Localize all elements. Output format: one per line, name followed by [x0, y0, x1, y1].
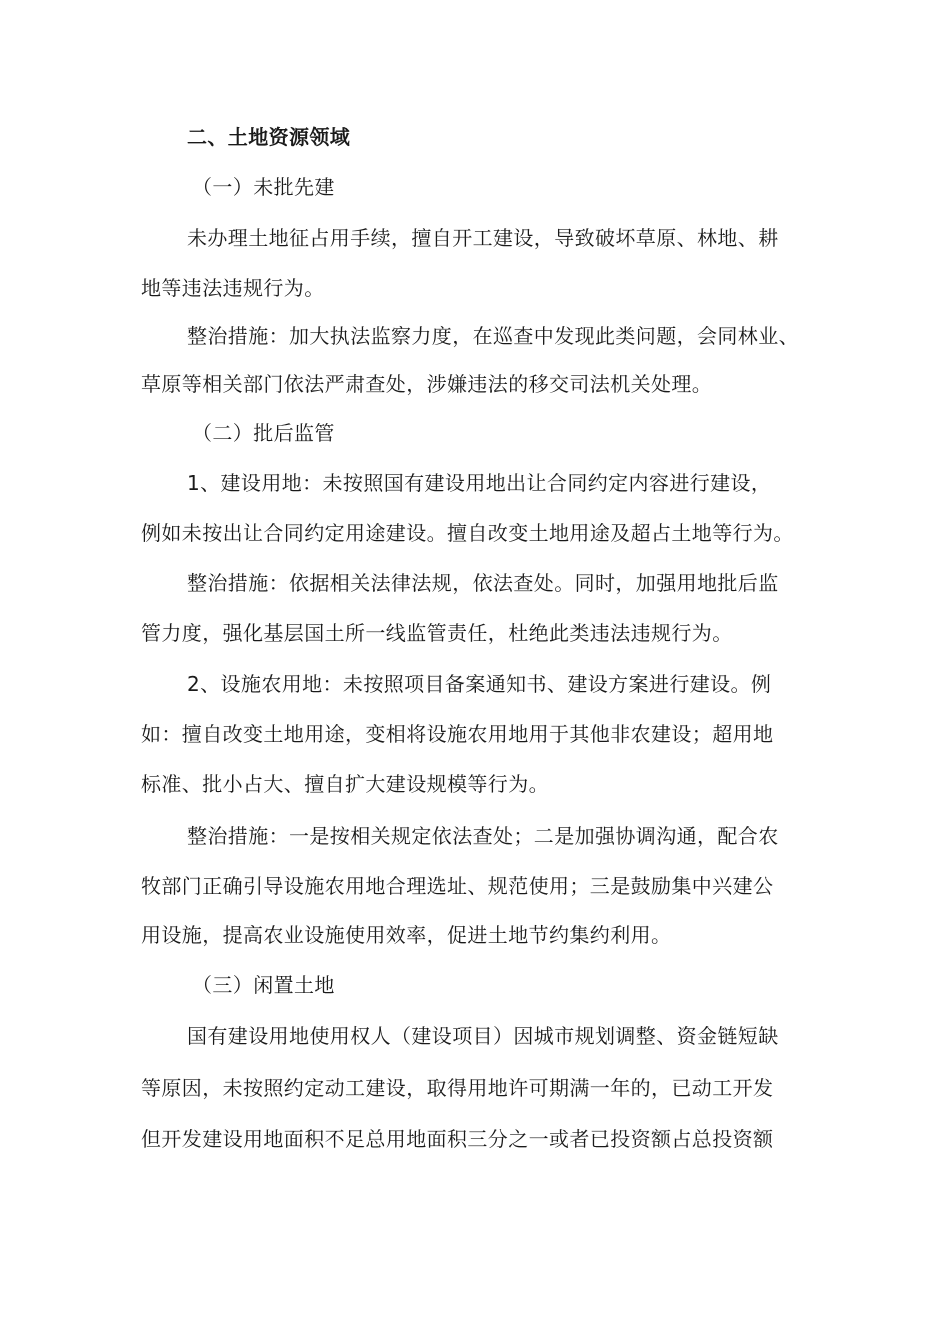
paragraph-line: 国有建设用地使用权人（建设项目）因城市规划调整、资金链短缺 — [187, 1024, 779, 1048]
paragraph-line: 整治措施：加大执法监察力度，在巡查中发现此类问题，会同林业、 — [187, 324, 799, 348]
paragraph-line: 未办理土地征占用手续，擅自开工建设，导致破坏草原、林地、耕 — [187, 226, 779, 250]
subsection-heading-3: （三）闲置土地 — [192, 973, 335, 997]
subsection-heading-1: （一）未批先建 — [192, 175, 335, 199]
paragraph-line: 地等违法违规行为。 — [141, 276, 325, 300]
paragraph-line: 整治措施：依据相关法律法规，依法查处。同时，加强用地批后监 — [187, 571, 779, 595]
paragraph-line: 如：擅自改变土地用途，变相将设施农用地用于其他非农建设；超用地 — [141, 722, 774, 746]
paragraph-line: 2、设施农用地：未按照项目备案通知书、建设方案进行建设。例 — [187, 672, 772, 696]
subsection-heading-2: （二）批后监管 — [192, 421, 335, 445]
paragraph-line: 草原等相关部门依法严肃查处，涉嫌违法的移交司法机关处理。 — [141, 372, 713, 396]
section-title: 二、土地资源领域 — [187, 125, 351, 149]
paragraph-line: 1、建设用地：未按照国有建设用地出让合同约定内容进行建设， — [187, 471, 772, 495]
paragraph-line: 等原因，未按照约定动工建设，取得用地许可期满一年的，已动工开发 — [141, 1076, 774, 1100]
paragraph-line: 但开发建设用地面积不足总用地面积三分之一或者已投资额占总投资额 — [141, 1127, 774, 1151]
paragraph-line: 管力度，强化基层国土所一线监管责任，杜绝此类违法违规行为。 — [141, 621, 733, 645]
paragraph-line: 用设施，提高农业设施使用效率，促进土地节约集约利用。 — [141, 923, 672, 947]
paragraph-line: 标准、批小占大、擅自扩大建设规模等行为。 — [141, 772, 549, 796]
paragraph-line: 例如未按出让合同约定用途建设。擅自改变土地用途及超占土地等行为。 — [141, 521, 794, 545]
paragraph-line: 整治措施：一是按相关规定依法查处；二是加强协调沟通，配合农 — [187, 824, 779, 848]
paragraph-line: 牧部门正确引导设施农用地合理选址、规范使用；三是鼓励集中兴建公 — [141, 874, 774, 898]
